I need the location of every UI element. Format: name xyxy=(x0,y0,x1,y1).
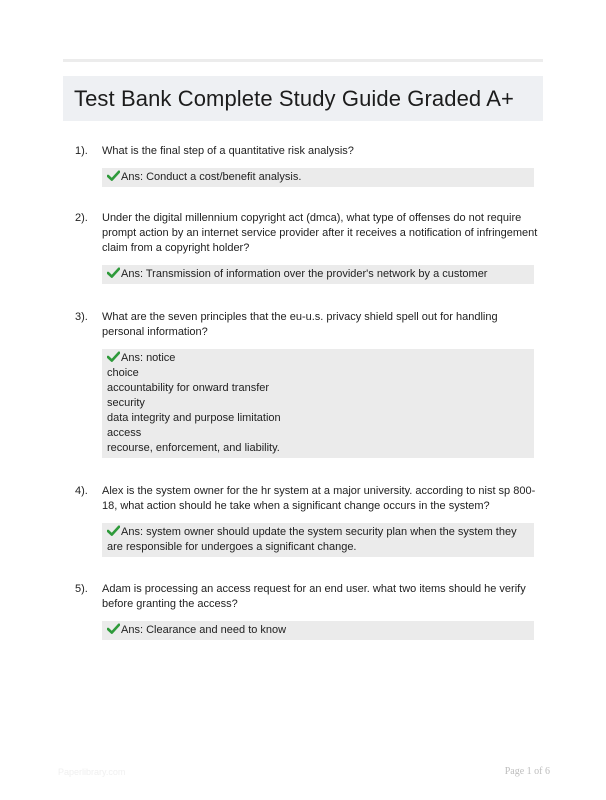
answer-line: accountability for onward transfer xyxy=(107,382,270,394)
check-icon xyxy=(107,623,120,634)
check-icon xyxy=(107,351,120,362)
footer-watermark: Paperlibrary.com xyxy=(58,767,126,777)
page-title: Test Bank Complete Study Guide Graded A+ xyxy=(74,85,514,111)
answer-box xyxy=(102,621,534,640)
answer-line: recourse, enforcement, and liability. xyxy=(107,442,280,454)
answer-line: data integrity and purpose limitation xyxy=(107,412,281,424)
answer-box xyxy=(102,168,534,187)
check-icon xyxy=(107,525,120,536)
question-number: 5). xyxy=(75,583,88,595)
check-icon xyxy=(107,170,120,181)
question-item xyxy=(75,484,545,557)
question-item xyxy=(75,211,545,284)
answer-box xyxy=(102,349,534,458)
check-icon xyxy=(107,267,120,278)
question-number: 1). xyxy=(75,145,88,157)
answer-line: Ans: notice xyxy=(121,352,176,364)
question-text: What is the final step of a quantitative risk analysis? xyxy=(102,145,354,157)
question-item xyxy=(75,310,545,458)
answer-line: choice xyxy=(107,367,139,379)
question-number: 2). xyxy=(75,212,88,224)
question-number: 3). xyxy=(75,311,88,323)
answer-line: Ans: Clearance and need to know xyxy=(121,624,287,636)
question-text: What are the seven principles that the eu-u.s. privacy shield spell out for handling personal information? xyxy=(102,311,498,338)
question-text: Alex is the system owner for the hr system at a major university. according to nist sp 800-18, what action should he take when a significant change occurs in the system? xyxy=(102,485,536,512)
answer-box xyxy=(102,265,534,284)
answer-line: Ans: Conduct a cost/benefit analysis. xyxy=(121,171,302,183)
answer-line: Ans: system owner should update the system security plan when the system they are responsible for undergoes a significant change. xyxy=(107,526,517,553)
answer-line: Ans: Transmission of information over the provider's network by a customer xyxy=(121,268,488,280)
question-text: Adam is processing an access request for an end user. what two items should he verify before granting the access? xyxy=(102,583,526,610)
question-number: 4). xyxy=(75,485,88,497)
page-number: Page 1 of 6 xyxy=(504,766,550,777)
answer-line: security xyxy=(107,397,145,409)
question-text: Under the digital millennium copyright act (dmca), what type of offenses do not require prompt action by an internet service provider after it receives a notification of infringement claim from a copyright holder? xyxy=(102,212,538,254)
question-item xyxy=(75,144,545,187)
answer-box xyxy=(102,523,534,557)
answer-line: access xyxy=(107,427,142,439)
top-divider xyxy=(63,59,543,62)
question-item xyxy=(75,582,545,640)
title-bar xyxy=(63,76,543,121)
